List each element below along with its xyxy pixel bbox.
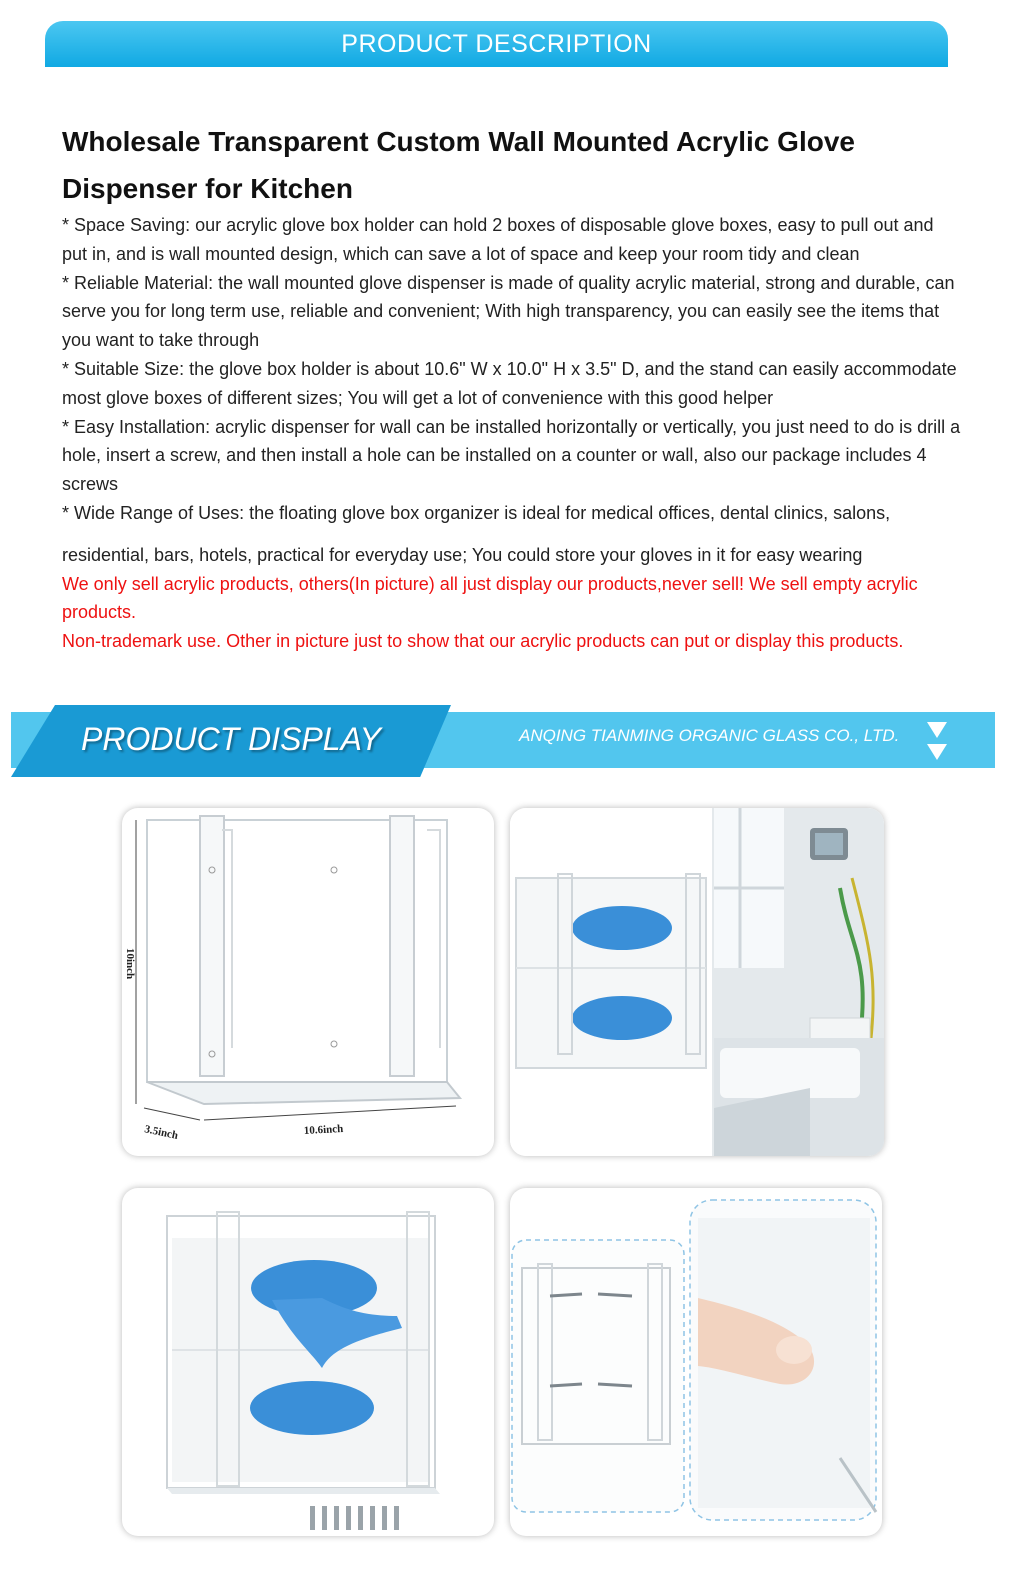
height-dimension-label: 10inch — [124, 948, 136, 980]
product-display-title: PRODUCT DISPLAY — [81, 721, 381, 757]
width-dimension-label: 10.6inch — [303, 1122, 344, 1137]
feature-space-saving: * Space Saving: our acrylic glove box holder can hold 2 boxes of disposable glove boxes, easy to pull out and put in, and is wall mounted design, which can save a lot of space and keep your room tidy and clean — [62, 215, 934, 264]
image-dimensions — [122, 808, 494, 1156]
installation-detail-photo — [510, 1188, 882, 1536]
product-display-banner — [11, 705, 996, 777]
dispenser-dimension-drawing — [122, 808, 494, 1156]
product-title: Wholesale Transparent Custom Wall Mounted Acrylic Glove Dispenser for Kitchen — [62, 126, 855, 204]
feature-wide-range-cont: residential, bars, hotels, practical for everyday use; You could store your gloves in it for easy wearing — [62, 544, 863, 565]
feature-wide-range: * Wide Range of Uses: the floating glove box organizer is ideal for medical offices, dental clinics, salons, — [62, 502, 891, 523]
feature-reliable-material: * Reliable Material: the wall mounted glove dispenser is made of quality acrylic material, strong and durable, can serve you for long term use, reliable and convenient; With high transparency, you can easily see the items that you want to take through — [62, 272, 955, 351]
notice-only-acrylic: We only sell acrylic products, others(In picture) all just display our products,never sell! We sell empty acrylic products. — [62, 573, 918, 623]
product-description — [62, 211, 962, 656]
notice-non-trademark: Non-trademark use. Other in picture just to show that our acrylic products can put or display this products. — [62, 631, 904, 652]
image-installation-detail — [510, 1188, 882, 1536]
product-description-banner: PRODUCT DESCRIPTION — [45, 21, 948, 67]
image-front-gloves — [122, 1188, 494, 1536]
dispenser-in-hospital-photo — [510, 808, 884, 1156]
image-hospital-room — [510, 808, 884, 1156]
feature-easy-installation: * Easy Installation: acrylic dispenser for wall can be installed horizontally or vertically, you just need to do is drill a hole, insert a screw, and then install a hole can be installed on a counter or wall, also our package includes 4 screws — [62, 416, 961, 495]
dispenser-with-gloves-photo — [122, 1188, 494, 1536]
depth-dimension-label: 3.5inch — [143, 1123, 180, 1142]
company-name: ANQING TIANMING ORGANIC GLASS CO., LTD. — [519, 726, 900, 745]
feature-suitable-size: * Suitable Size: the glove box holder is about 10.6" W x 10.0" H x 3.5" D, and the stand can easily accommodate most glove boxes of different sizes; You will get a lot of convenience with this good helper — [62, 358, 957, 408]
double-chevron-down-icon — [925, 720, 949, 762]
